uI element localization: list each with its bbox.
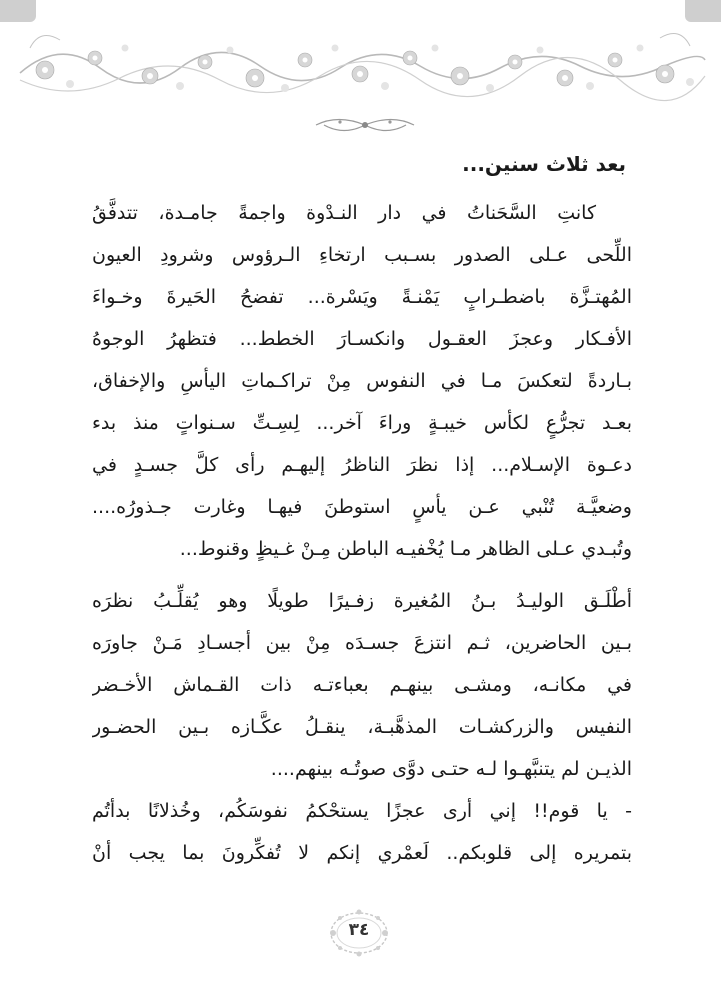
paragraph-2-line: بـين الحاضرين، ثـم انتزعَ جسـدَه مِنْ بين أجسـادِ مَـنْ جاورَه [92,632,632,654]
section-heading: بعد ثلاث سنين... [462,152,626,176]
ornamental-divider [310,112,420,138]
paragraph-1-line: الأفـكار وعجزَ العقـول وانكسـارَ الخطط... فتظهرُ الوجوهُ [92,328,632,350]
paragraph-1-line: اللِّحى عـلى الصدور بسـبب ارتخاءِ الـرؤوس وشرودِ العيون [92,244,632,266]
paragraph-2-line: النفيس والزركشـات المذهَّبـة، ينقـلُ عكَّـازه بـين الحضـور [92,716,632,738]
paragraph-1-line: بـاردةً لتعكسَ مـا في النفوس مِنْ تراكـماتِ اليأسِ والإخفاق، [92,370,632,392]
paragraph-1-line: دعـوة الإسـلام... إذا نظرَ الناظرُ إليهـم رأى كلَّ جسـدٍ في [92,454,632,476]
paragraph-3-line: بتمريره إلى قلوبكم.. لَعمْري إنكم لا تُفكِّرونَ بما يجب أنْ [92,842,632,864]
paragraph-3-line: - يا قوم!! إني أرى عجزًا يستحْكمُ نفوسَكُم، وخُذلانًا بدأتُم [92,800,632,822]
paragraph-1-line: بعـد تجرُّعٍ لكأس خيبـةٍ وراءَ آخر... لِسِـتِّ سـنواتٍ منذ بدء [92,412,632,434]
paragraph-2-line: أطْلَـق الوليـدُ بـنُ المُغيرة زفـيرًا طويلًا وهو يُقلِّـبُ نظرَه [92,590,632,612]
floral-garland-ornament [0,18,721,108]
body-text [92,148,632,874]
paragraph-1-line: وضعيَّـة تُنْبي عـن يأسٍ استوطنَ فيهـا وغارت جـذورُه.... [92,496,632,518]
paragraph-1-line: كانتِ السَّحَناتُ في دار النـدْوة واجمةً جامـدة، تتدفَّقُ [92,202,596,224]
paragraph-1-line: المُهتـزَّة باضطـرابٍ يَمْنـةً ويَسْرة... تفضحُ الحَيرةَ وخـواءَ [92,286,632,308]
paragraph-1-line: وتُبـدي عـلى الظاهر مـا يُخْفيـه الباطن مِـنْ غـيظٍ وقنوط... [179,538,632,560]
page-number: ٣٤ [348,920,370,940]
paragraph-2-line: في مكانـه، ومشـى بينهـم بعباءتـه ذات القـماش الأخـضر [92,674,632,696]
page-number-ornament [323,906,395,960]
paragraph-gap [92,570,632,580]
paragraph-2-line: الذيـن لم يتنبَّهـوا لـه حتـى دوَّى صوتُـه بينهم.... [270,758,632,780]
floral-header-border [0,0,721,110]
